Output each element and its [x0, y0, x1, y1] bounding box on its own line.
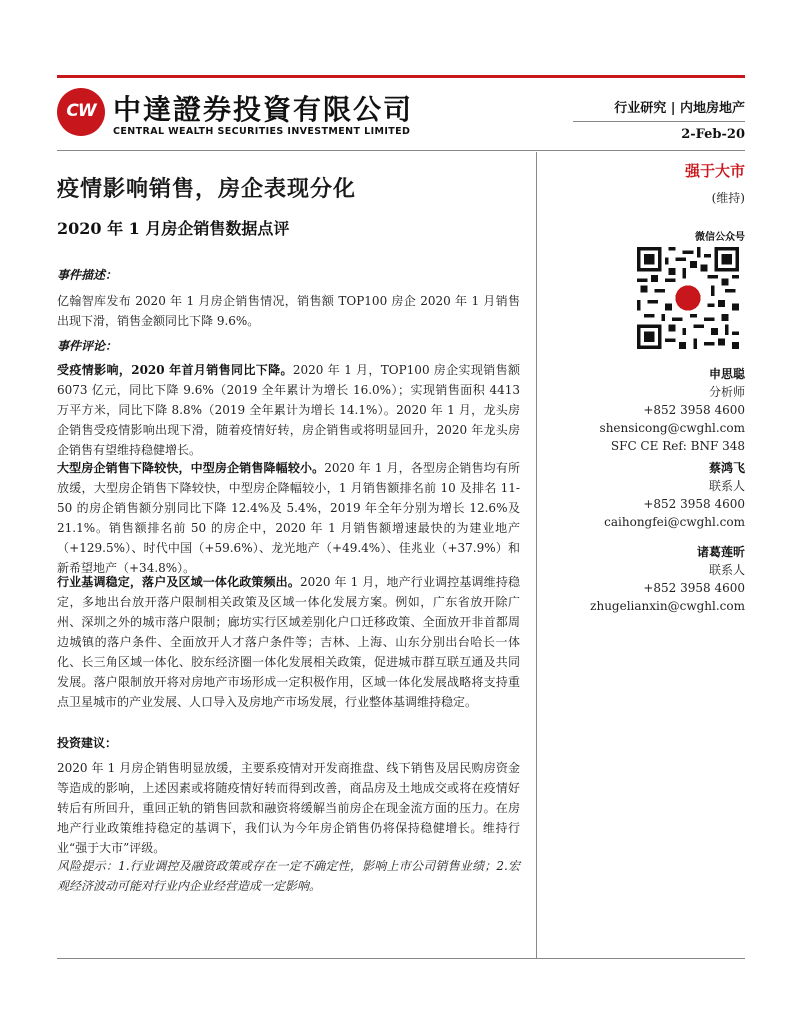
investment-advice-text: 2020 年 1 月房企销售明显放缓，主要系疫情对开发商推盘、线下销售及居民购房资金等造成的影响，上述因素或将随疫情好转而得到改善，商品房及土地成交或将在疫情好转后有所回升，重回正轨的销售回款和融资将缓解当前房企在现金流方面的压力。在房地产行业政策维持稳定的基调下，我们认为今年房企销售仍将保持稳健增长。维持行业“强于大市”评级。 — [57, 761, 520, 855]
report-subtitle: 2020 年 1 月房企销售数据点评 — [57, 219, 290, 238]
wechat-label: 微信公众号 — [695, 232, 745, 243]
review-paragraph-2-body: 2020 年 1 月，各型房企销售均有所放缓，大型房企销售下降较快，中型房企降幅较小，1 月销售额排名前 10 及排名 11-50 的房企销售额分别同比下降 12.4%及 5.4%，2019 年全年分别为增长 12.6%及 21.1%。销售额排名前 50 的房企中，2020 年 1 月销售额增速最快的为建业地产（+129.5%）、时代中国（+59.6%）、龙光地产（+49.4%）、佳兆业（+37.9%）和新希望地产（+34.8%）。 — [57, 461, 520, 575]
review-paragraph-1-body: 2020 年 1 月，TOP100 房企实现销售额 6073 亿元，同比下降 9.6%（2019 全年累计为增长 16.0%）；实现销售面积 4413 万平方米，同比下降 8.8%（2019 全年累计为增长 14.1%）。2020 年 1 月，龙头房企销售受疫情影响出现下滑，随着疫情好转，房企销售或将明显回升，2020 年龙头房企销售有望维持稳健增长。 — [57, 363, 520, 457]
event-review-heading: 事件评论： — [57, 339, 118, 353]
logo-text: CW — [66, 101, 96, 121]
analyst-role: 分析师 — [708, 385, 745, 399]
analyst-name: 诸葛莲昕 — [696, 545, 745, 559]
analyst-name: 申思聪 — [708, 367, 745, 381]
review-paragraph-1 — [57, 360, 520, 460]
report-date: 2-Feb-20 — [681, 127, 745, 142]
event-description-heading: 事件描述： — [57, 268, 118, 282]
column-divider — [536, 152, 537, 958]
analyst-name: 蔡鸿飞 — [708, 461, 745, 475]
event-description-text: 亿翰智库发布 2020 年 1 月房企销售情况，销售额 TOP100 房企 2020 年 1 月销售出现下滑，销售金额同比下降 9.6%。 — [57, 294, 520, 328]
analyst-email[interactable]: caihongfei@cwghl.com — [604, 515, 745, 529]
review-paragraph-3 — [57, 572, 520, 712]
review-paragraph-2 — [57, 458, 520, 578]
analyst-email[interactable]: zhugelianxin@cwghl.com — [590, 599, 745, 613]
header-divider-right — [573, 121, 745, 122]
review-paragraph-3-body: 2020 年 1 月，地产行业调控基调维持稳定，多地出台放开落户限制相关政策及区域一体化发展方案。例如，广东省放开除广州、深圳之外的城市落户限制；廊坊实行区域差别化户口迁移政策、全面放开非首都周边城镇的落户条件、全面放开人才落户条件等；吉林、上海、山东分别出台哈长一体化、长三角区域一体化、胶东经济圈一体化发展相关政策，促进城市群互联互通及共同发展。落户限制放开将对房地产市场形成一定积极作用，区域一体化发展战略将支持重点卫星城市的产业发展、人口导入及房地产市场发展，行业整体基调维持稳定。 — [57, 575, 520, 709]
risk-warning: 风险提示：1.行业调控及融资政策或存在一定不确定性，影响上市公司销售业绩；2.宏观经济波动可能对行业内企业经营造成一定影响。 — [57, 859, 520, 893]
analyst-role: 联系人 — [708, 479, 745, 493]
analyst-card-2 — [604, 459, 745, 531]
report-category: 行业研究 | 内地房地产 — [614, 101, 745, 116]
review-paragraph-3-lead: 行业基调稳定，落户及区域一体化政策频出。 — [57, 575, 300, 589]
review-paragraph-1-lead: 受疫情影响，2020 年首月销售同比下降。 — [57, 363, 293, 377]
analyst-role: 联系人 — [708, 563, 745, 577]
header-top-bar — [57, 75, 745, 78]
analyst-phone: +852 3958 4600 — [643, 497, 745, 511]
analyst-phone: +852 3958 4600 — [643, 581, 745, 595]
footer-rule — [57, 958, 745, 959]
company-name-en: CENTRAL WEALTH SECURITIES INVESTMENT LIMITED — [113, 126, 411, 137]
analyst-email[interactable]: shensicong@cwghl.com — [599, 421, 745, 435]
analyst-sfc-ref: SFC CE Ref: BNF 348 — [610, 439, 745, 453]
analyst-card-1 — [600, 365, 745, 455]
wechat-qr-code — [637, 247, 739, 349]
investment-advice-heading: 投资建议： — [57, 736, 118, 750]
review-paragraph-2-lead: 大型房企销售下降较快，中型房企销售降幅较小。 — [57, 461, 325, 475]
header-bottom-rule — [57, 150, 745, 151]
company-logo — [57, 88, 105, 136]
rating-label: 强于大市 — [684, 162, 745, 180]
analyst-phone: +852 3958 4600 — [643, 403, 745, 417]
report-title: 疫情影响销售，房企表现分化 — [57, 177, 357, 202]
analyst-card-3 — [590, 543, 745, 615]
company-name-cn: 中達證券投資有限公司 — [113, 93, 414, 126]
rating-note: (维持) — [711, 191, 745, 205]
